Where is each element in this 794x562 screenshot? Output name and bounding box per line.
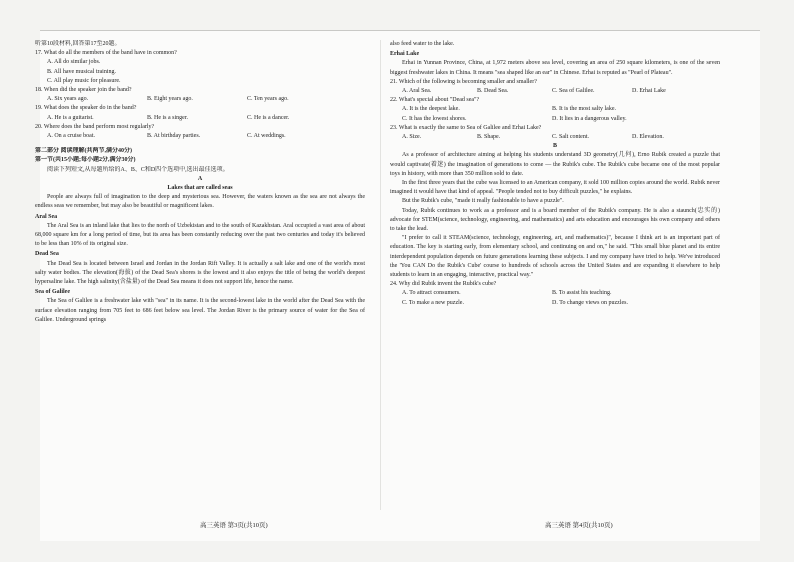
q21-option-c: C. Sea of Galilee. [552, 88, 595, 95]
q19-options [35, 114, 365, 123]
q24-option-d: D. To change views on puzzles. [552, 299, 628, 306]
aral-paragraph: The Aral Sea is an inland lake that lies to the north of Uzbekistan and to the south of Kazakhstan. Aral occupied a vast area of about 68,000 square km for a long period of time, but its area has been constantly reducing over the past two centuries and today it's believed to be less than 10% of its original size. [35, 222, 365, 248]
q23-option-d: D. Elevation. [632, 134, 664, 141]
instructions: 阅读下列短文,从每题所给的A、B、C和D四个选项中,选出最佳选项。 [47, 166, 229, 173]
q22-stem: 22. What's special about "Dead sea"? [390, 97, 480, 104]
q23-stem: 23. What is exactly the same to Sea of Galilee and Erhai Lake? [390, 124, 542, 131]
passage-b-paragraph-1: As a professor of architecture aiming at helping his students understand 3D geometry(几何), Erno Rubik created a puzzle that would captivate(着迷) the imagination of generations to come — the Rubik's cube. The Rubik's cube became one of the most popular toys in history, with more than 350 million sold to date. [390, 152, 720, 177]
q23-option-a: A. Size. [402, 134, 422, 141]
q21-option-b: B. Dead Sea. [477, 88, 509, 95]
q17-option-b: B. All have musical training. [47, 68, 116, 75]
q20-option-b: B. At birthday parties. [147, 133, 201, 140]
dead-sea-heading: Dead Sea [35, 251, 59, 258]
q21-option-a: A. Aral Sea. [402, 88, 432, 95]
q24-option-b: B. To assist his teaching. [552, 290, 612, 297]
passage-b-paragraph-4: Today, Rubik continues to work as a professor and is a board member of the Rubik's company. He is also a staunch(忠实的) advocate for STEM(science, technology, engineering, and mathematics) and arts education and encourages his own company and others to take the lead. [390, 207, 720, 233]
q19-option-a: A. He is a guitarist. [47, 114, 94, 121]
q18-stem: 18. When did the speaker join the band? [35, 87, 132, 94]
galilee-paragraph: The Sea of Galilee is a freshwater lake with "sea" in its name. It is the second-lowest lake in the world after the Dead Sea with the surface elevation ranging from 705 feet to 686 feet below sea level. The Jordan River is the primary source of water for the Sea of Galilee. Underground springs [35, 298, 365, 323]
q22-option-b: B. It is the most salty lake. [552, 106, 616, 113]
q21-option-d: D. Erhai Lake [632, 88, 666, 95]
passage-a-intro: People are always full of imagination to the deep and mysterious sea. However, the waters known as the sea are not always the endless seas we remember, but may also be beautiful or magnificent lakes. [35, 194, 365, 210]
q22-option-d: D. It lies in a dangerous valley. [552, 115, 627, 122]
section1-heading: 第一节(共15小题;每小题2分,满分30分) [35, 157, 136, 164]
q18-options [35, 95, 365, 104]
q22-options-ab [390, 105, 720, 114]
q20-option-c: C. At weddings. [247, 133, 286, 140]
q18-option-c: C. Ten years ago. [247, 96, 289, 103]
passage-a-letter: A [197, 175, 203, 182]
q19-option-c: C. He is a dancer. [247, 114, 290, 121]
right-page-footer: 高三英语 第4页(共10页) [545, 522, 613, 529]
passage-b-paragraph-3: But the Rubik's cube, "made it really fashionable to have a puzzle". [402, 198, 564, 205]
q20-options [35, 132, 365, 141]
passage-b-letter: B [552, 143, 557, 150]
q23-options [390, 133, 720, 142]
q18-option-a: A. Six years ago. [47, 96, 89, 103]
passage-b-paragraph-5: "I prefer to call it STEAM(science, technology, engineering, art, and mathematics)", because I think art is an important part of education. The key is starting early, from elementary school, and continuing on and on," he said. "This small blue planet and its entire interdependent population depends on future generations learning these subjects. I and my company have tried to help. We've introduced the 'You CAN Do the Rubik's Cube' course to hundreds of schools across the United States and are expanding it elsewhere to help students to learn in an engaging, interactive, practical way." [390, 235, 720, 279]
q19-stem: 19. What does the speaker do in the band? [35, 105, 137, 112]
dead-sea-paragraph: The Dead Sea is located between Israel and Jordan in the Jordan Rift Valley. It is actually a salt lake and one of the world's most salty water bodies. The elevation(海拔) of the Dead Sea's shores is the lowest and it also enjoys the title of being the world's deepest hypersaline lake. The high salinity(含盐量) of the Dead Sea means it does not support life, hence the name. [35, 260, 365, 286]
passage-b-paragraph-2: In the first three years that the cube was licensed to an American company, it sold 100 million copies around the world. Rubik never imagined it would have that kind of appeal. "People tended not to buy difficult puzzles," he explains. [390, 180, 720, 196]
aral-heading: Aral Sea [35, 213, 58, 220]
galilee-continued: also feed water to the lake. [390, 41, 455, 47]
q17-option-a: A. All do similar jobs. [47, 59, 101, 66]
left-page [35, 40, 365, 325]
q20-option-a: A. On a cruise boat. [47, 133, 95, 140]
q24-options-ab [390, 289, 720, 298]
q22-options-cd [390, 115, 720, 124]
part2-heading: 第二部分 阅读理解(共两节,满分40分) [35, 148, 132, 155]
q23-option-c: C. Salt content. [552, 134, 589, 141]
q24-option-c: C. To make a new puzzle. [402, 299, 464, 306]
passage-a-title: Lakes that are called seas [167, 185, 233, 192]
q22-option-a: A. It is the deepest lake. [402, 106, 460, 113]
page-fold [380, 40, 381, 510]
q24-option-a: A. To attract consumers. [402, 290, 461, 297]
right-page [390, 40, 720, 308]
q21-stem: 21. Which of the following is becoming smaller and smaller? [390, 78, 537, 85]
q18-option-b: B. Eight years ago. [147, 96, 193, 103]
listening-intro: 听第10段材料,回答第17至20题。 [35, 41, 121, 47]
erhai-paragraph: Erhai in Yunnan Province, China, at 1,972 meters above sea level, covering an area of 250 square kilometers, is one of the seven biggest freshwater lakes in China. It means "sea shaped like an ear" in Chinese. Erhai is reputed as "Pearl of Plateau". [390, 60, 720, 76]
galilee-heading: Sea of Galilee [35, 289, 70, 296]
q24-options-cd [390, 299, 720, 308]
q24-stem: 24. Why did Rubik invent the Rubik's cube? [390, 281, 497, 288]
q20-stem: 20. Where does the band perform most regularly? [35, 123, 155, 130]
erhai-heading: Erhai Lake [390, 51, 420, 58]
q19-option-b: B. He is a singer. [147, 114, 188, 121]
q21-options [390, 87, 720, 96]
q17-option-c: C. All play music for pleasure. [47, 77, 121, 84]
q17-stem: 17. What do all the members of the band have in common? [35, 50, 177, 57]
left-page-footer: 高三英语 第3页(共10页) [200, 522, 268, 529]
q22-option-c: C. It has the lowest shores. [402, 115, 467, 122]
q23-option-b: B. Shape. [477, 134, 501, 141]
